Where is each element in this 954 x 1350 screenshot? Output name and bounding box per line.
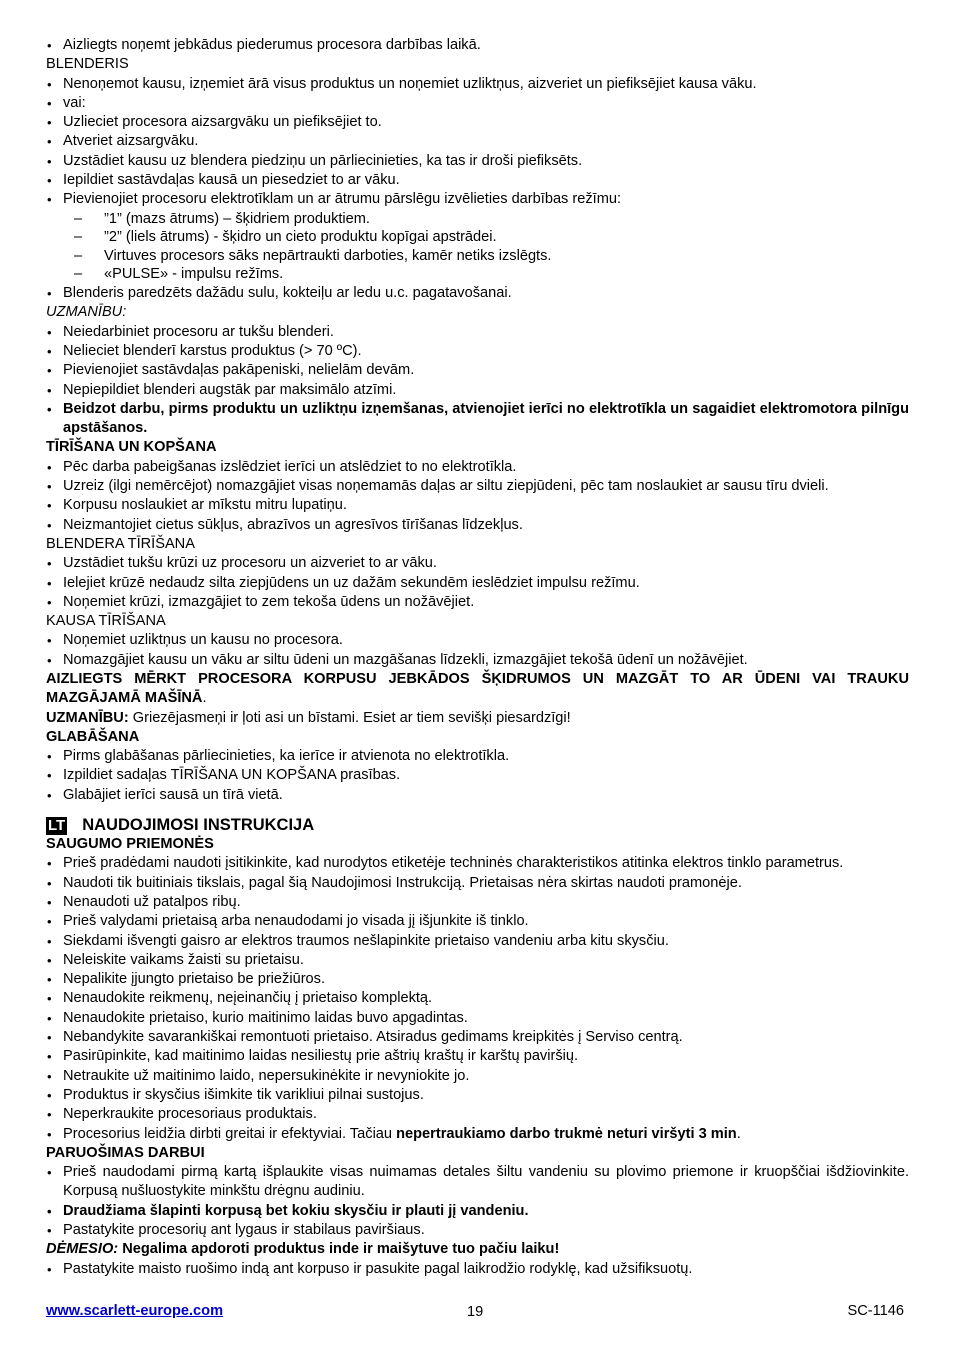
warning-text: AIZLIEGTS MĒRKT PROCESORA KORPUSU JEBKĀDOS ŠĶIDRUMOS UN MAZGĀT TO AR ŪDENI VAI TRAUKU MAZGĀJAMĀ MAŠĪNĀ [46,670,909,707]
list-item: • Neperkraukite procesoriaus produktais. [46,1105,909,1124]
lv-list-tirisana [46,458,909,535]
list-item: • Produktus ir skysčius išimkite tik varikliui pilnai sustojus. [46,1086,909,1105]
list-item: • Pirms glabāšanas pārliecinieties, ka ierīce ir atvienota no elektrotīkla. [46,747,909,766]
list-item: • Noņemiet uzliktņus un kausu no procesora. [46,631,909,650]
list-item: • Atveriet aizsargvāku. [46,132,909,151]
list-item: • Nenoņemot kausu, izņemiet ārā visus produktus un noņemiet uzliktņus, aizveriet un piefiksējiet kausa vāku. [46,75,909,94]
list-item: • Glabājiet ierīci sausā un tīrā vietā. [46,786,909,805]
list-item: • Siekdami išvengti gaisro ar elektros traumos nešlapinkite prietaiso vandeniu arba kitu skysčiu. [46,932,909,951]
website-link[interactable]: www.scarlett-europe.com [46,1303,224,1319]
lv-list-glabasana [46,747,909,805]
list-item: • Noņemiet krūzi, izmazgājiet to zem tekoša ūdens un nožāvējiet. [46,593,909,612]
list-item: • Nepalikite įjungto prietaiso be priežiūros. [46,970,909,989]
list-item-period: . [736,1125,741,1142]
caution-label: UZMANĪBU: [46,709,129,726]
attention-paragraph [46,1240,909,1259]
list-item: • Uzstādiet tukšu krūzi uz procesoru un aizveriet to ar vāku. [46,554,909,573]
list-item: • Prieš naudodami pirmą kartą išplaukite visas nuimamas detales šiltu vandeniu su plovimo priemone ir kruopščiai išdžiovinkite. Korpusą nušluostykite minkštu drėgnu audiniu. [46,1163,909,1202]
lt-list-saugumo [46,854,909,1143]
language-badge-lt: LT [48,816,66,834]
lt-section-header [46,816,909,835]
lv-speed-modes [46,210,909,284]
section-heading-kausa-tirisana: KAUSA TĪRĪŠANA [46,613,166,630]
list-item: • Nepiepildiet blenderi augstāk par maksimālo atzīmi. [46,381,909,400]
lv-list-top [46,36,909,55]
lv-list-kausa [46,631,909,670]
list-item: • Pastatykite procesorių ant lygaus ir stabilaus paviršiaus. [46,1221,909,1240]
section-heading-saugumo: SAUGUMO PRIEMONĖS [46,836,214,853]
list-item: • Uzstādiet kausu uz blendera piedziņu un pārliecinieties, ka tas ir droši piefiksēts. [46,152,909,171]
list-item: • Uzreiz (ilgi nemērcējot) nomazgājiet visas noņemamās daļas ar siltu ziepjūdeni, pēc tam noslaukiet ar sausu tīru dvieli. [46,477,909,496]
list-item: • Uzlieciet procesora aizsargvāku un piefiksējiet to. [46,113,909,132]
lv-list-uzmanibu [46,323,909,439]
list-item: • Nenaudoti už patalpos ribų. [46,893,909,912]
list-item-text: Procesorius leidžia dirbti greitai ir efektyviai. Tačiau [63,1125,397,1142]
list-item: • Neleiskite vaikams žaisti su prietaisu. [46,951,909,970]
list-item: • Pievienojiet procesoru elektrotīklam un ar ātrumu pārslēgu izvēlieties darbības režīmu: [46,190,909,209]
list-item: • Naudoti tik buitiniais tikslais, pagal šią Naudojimosi Instrukciją. Prietaisas nėra skirtas naudoti pramonėje. [46,874,909,893]
list-item: • vai: [46,94,909,113]
list-item: • Neiedarbiniet procesoru ar tukšu blenderi. [46,323,909,342]
lt-section-title: NAUDOJIMOSI INSTRUKCIJA [82,816,315,835]
list-item: • Nenaudokite reikmenų, neįeinančių į prietaiso komplektą. [46,989,909,1008]
list-item: • Ielejiet krūzē nedaudz silta ziepjūdens un uz dažām sekundēm ieslēdziet impulsu režīmu. [46,574,909,593]
warning-paragraph [46,670,909,709]
list-item [46,1125,909,1144]
section-heading-glabasana: GLABĀŠANA [46,728,140,745]
list-item: • Pievienojiet sastāvdaļas pakāpeniski, nelielām devām. [46,361,909,380]
lt-list-assembly [46,1260,909,1279]
page-number: 19 [467,1304,484,1320]
list-item-warning: • Beidzot darbu, pirms produktu un uzliktņu izņemšanas, atvienojiet ierīci no elektrotīkla un sagaidiet elektromotora pilnīgu apstāšanos. [46,400,909,439]
section-heading-blenderis: BLENDERIS [46,56,129,73]
list-item: • Pastatykite maisto ruošimo indą ant korpuso ir pasukite pagal laikrodžio rodyklę, kad užsifiksuotų. [46,1260,909,1279]
list-item: • Neizmantojiet cietus sūkļus, abrazīvos un agresīvos tīrīšanas līdzekļus. [46,516,909,535]
list-item: • Iepildiet sastāvdaļas kausā un piesedziet to ar vāku. [46,171,909,190]
dash-item: – ”2” (liels ātrums) - šķidro un cieto produktu kopīgai apstrādei. [46,228,909,247]
list-item: • Nenaudokite prietaiso, kurio maitinimo laidas buvo apgadintas. [46,1009,909,1028]
lv-list-blendera [46,554,909,612]
list-item: • Pēc darba pabeigšanas izslēdziet ierīci un atslēdziet to no elektrotīkla. [46,458,909,477]
attention-label: DĖMESIO: [46,1241,119,1258]
section-heading-tirisana: TĪRĪŠANA UN KOPŠANA [46,439,217,456]
list-item: • Izpildiet sadaļas TĪRĪŠANA UN KOPŠANA prasības. [46,766,909,785]
list-item-emphasis: nepertraukiamo darbo trukmė neturi viršyti 3 min [396,1125,737,1142]
list-item: • Nomazgājiet kausu un vāku ar siltu ūdeni un mazgāšanas līdzekli, izmazgājiet tekošā ūdenī un nožāvējiet. [46,651,909,670]
section-heading-blendera-tirisana: BLENDERA TĪRĪŠANA [46,535,195,552]
list-item: • Prieš pradėdami naudoti įsitikinkite, kad nurodytos etiketėje techninės charakteristikos atitinka elektros tinklo parametrus. [46,854,909,873]
warning-period: . [202,690,207,707]
model-number: SC-1146 [847,1303,904,1319]
list-item: • Prieš valydami prietaisą arba nenaudodami jo visada jį išjunkite iš tinklo. [46,912,909,931]
manual-page [46,36,909,1279]
list-item-warning: • Draudžiama šlapinti korpusą bet kokiu skysčiu ir plauti jį vandeniu. [46,1202,909,1221]
list-item: • Nebandykite savarankiškai remontuoti prietaiso. Atsiradus gedimams kreipkitės į Serviso centrą. [46,1028,909,1047]
list-item: • Nelieciet blenderī karstus produktus (> 70 ºC). [46,342,909,361]
section-heading-paruosimas: PARUOŠIMAS DARBUI [46,1144,205,1161]
list-item: • Pasirūpinkite, kad maitinimo laidas nesiliestų prie aštrių kraštų ir karštų paviršių. [46,1047,909,1066]
list-item: • Aizliegts noņemt jebkādus piederumus procesora darbības laikā. [46,36,909,55]
lv-list-blenderis [46,75,909,210]
caution-paragraph [46,709,909,728]
list-item: • Korpusu noslaukiet ar mīkstu mitru lupatiņu. [46,496,909,515]
attention-text: Negalima apdoroti produktus inde ir maišytuve tuo pačiu laiku! [118,1241,560,1258]
list-item: • Blenderis paredzēts dažādu sulu, kokteiļu ar ledu u.c. pagatavošanai. [46,284,909,303]
dash-item: – «PULSE» - impulsu režīms. [46,265,909,284]
dash-item: – ”1” (mazs ātrums) – šķidriem produktiem. [46,210,909,229]
lv-list-purpose [46,284,909,303]
list-item: • Netraukite už maitinimo laido, nepersukinėkite ir nevyniokite jo. [46,1067,909,1086]
lt-list-paruosimas [46,1163,909,1240]
dash-item: – Virtuves procesors sāks nepārtraukti darboties, kamēr netiks izslēgts. [46,247,909,266]
caution-text: Griezējasmeņi ir ļoti asi un bīstami. Esiet ar tiem sevišķi piesardzīgi! [128,709,571,726]
section-heading-uzmanibu: UZMANĪBU: [46,304,127,321]
